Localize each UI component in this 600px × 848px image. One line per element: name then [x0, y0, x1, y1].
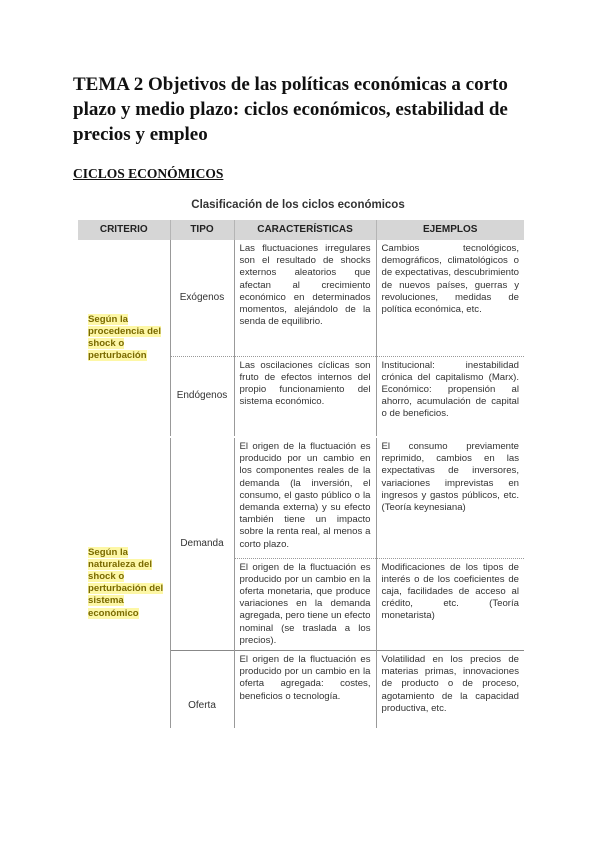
ejemplos-cell: El consumo previamente reprimido, cambios en las expectativas de inversores, variaciones imprevistas en ingresos y gastos públicos, etc. (Teoría keynesiana): [376, 438, 524, 558]
tipo-endogenos: Endógenos: [170, 356, 234, 436]
caracteristicas-cell: Las fluctuaciones irregulares son el resultado de shocks externos aleatorios que afectan al crecimiento económico en determinados momentos, alejándolo de la senda de equilibrio.: [234, 240, 376, 356]
page-title: TEMA 2 Objetivos de las políticas económicas a corto plazo y medio plazo: ciclos económicos, estabilidad de precios y empleo: [73, 74, 508, 145]
header-caracteristicas: CARACTERÍSTICAS: [234, 220, 376, 240]
table-row: [78, 438, 524, 558]
criterion-naturaleza: Según la naturaleza del shock o perturbación del sistema económico: [88, 546, 164, 619]
header-tipo: TIPO: [170, 220, 234, 240]
caracteristicas-cell: Las oscilaciones cíclicas son fruto de efectos internos del propio funcionamiento del sistema económico.: [234, 356, 376, 436]
tipo-exogenos: Exógenos: [170, 240, 234, 356]
tipo-demanda: Demanda: [170, 438, 234, 650]
cycles-table-top: [78, 220, 524, 436]
cycles-table-bottom: [78, 438, 524, 728]
table-header-row: [78, 220, 524, 240]
criterion-cell: [78, 438, 170, 728]
table-row: [78, 240, 524, 356]
caracteristicas-cell: El origen de la fluctuación es producido por un cambio en la oferta agregada: costes, beneficios o tecnología.: [234, 650, 376, 728]
ejemplos-cell: Cambios tecnológicos, demográficos, climatológicos o de expectativas, descubrimiento de nuevos países, guerras y revoluciones, medidas de política económica, etc.: [376, 240, 524, 356]
caracteristicas-cell: El origen de la fluctuación es producido por un cambio en la oferta monetaria, que produce variaciones en la demanda agregada, pero tiene un efecto nominal (se traslada a los precios).: [234, 558, 376, 650]
header-ejemplos: EJEMPLOS: [376, 220, 524, 240]
criterion-cell: [78, 240, 170, 436]
ejemplos-cell: Institucional: inestabilidad crónica del capitalismo (Marx). Económico: propensión al ahorro, acumulación de capital o de beneficios.: [381, 359, 519, 420]
criterion-procedencia: Según la procedencia del shock o perturbación: [88, 313, 162, 362]
section-heading: CICLOS ECONÓMICOS: [73, 166, 224, 181]
tipo-oferta: Oferta: [170, 650, 234, 728]
caracteristicas-cell: El origen de la fluctuación es producido por un cambio en los componentes reales de la demanda (la inversión, el consumo, el gasto público o la demanda externa) y su efecto también tiene un impacto sobre la renta real, al menos a corto plazo.: [234, 438, 376, 558]
header-criterio: CRITERIO: [78, 220, 170, 240]
ejemplos-cell: Volatilidad en los precios de materias primas, innovaciones de producto o de proceso, agotamiento de la capacidad productiva, etc.: [376, 650, 524, 728]
ejemplos-cell: Modificaciones de los tipos de interés o de los coeficientes de caja, facilidades de acceso al crédito, etc. (Teoría monetarista): [381, 561, 519, 622]
table-caption: Clasificación de los ciclos económicos: [191, 199, 405, 211]
